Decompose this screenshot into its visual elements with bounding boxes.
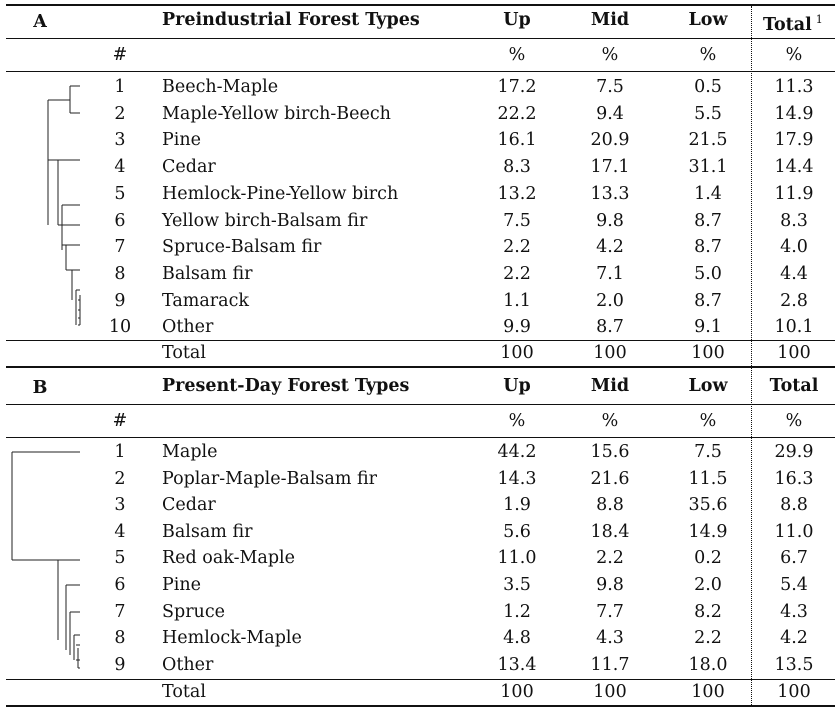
forest-type-name: Spruce <box>162 601 225 622</box>
cell-up: 14.3 <box>497 468 537 489</box>
forest-type-name: Hemlock-Pine-Yellow birch <box>162 183 399 204</box>
total-up: 100 <box>500 682 534 702</box>
row-number: 5 <box>114 183 126 204</box>
table-title: Present-Day Forest Types <box>162 376 410 396</box>
column-header-total: Total $^1$ <box>763 13 823 35</box>
row-number: 8 <box>114 628 126 649</box>
total-mid: 100 <box>593 343 627 363</box>
unit-number-sign: # <box>112 411 128 431</box>
cell-total: 11.3 <box>774 77 814 97</box>
cell-up: 44.2 <box>497 442 537 462</box>
cluster-dendrogram <box>0 0 100 708</box>
forest-type-name: Maple <box>162 442 218 462</box>
unit-number-sign: # <box>112 45 128 65</box>
table-rule <box>6 437 835 438</box>
cell-mid: 8.7 <box>596 317 624 338</box>
cell-mid: 11.7 <box>590 654 630 675</box>
forest-type-name: Tamarack <box>162 290 249 311</box>
cell-low: 0.2 <box>694 548 722 569</box>
total-row-label: Total <box>162 343 206 363</box>
forest-type-name: Yellow birch-Balsam fir <box>162 210 368 231</box>
cell-total: 13.5 <box>774 654 814 675</box>
row-number: 1 <box>114 442 126 462</box>
table-rule <box>6 340 835 341</box>
row-number: 10 <box>108 317 132 338</box>
row-number: 7 <box>114 601 126 622</box>
unit-mid: % <box>601 411 619 431</box>
forest-type-name: Red oak-Maple <box>162 548 295 569</box>
cell-mid: 13.3 <box>590 183 630 204</box>
table-rule <box>6 679 835 680</box>
cell-up: 1.2 <box>503 601 531 622</box>
total-column-divider <box>751 6 752 366</box>
cell-low: 31.1 <box>688 157 728 178</box>
cell-up: 13.2 <box>497 183 537 204</box>
unit-mid: % <box>601 45 619 65</box>
total-total: 100 <box>777 343 811 363</box>
cell-up: 1.1 <box>503 290 531 311</box>
column-header-low: Low <box>688 376 728 396</box>
cell-low: 18.0 <box>688 654 728 675</box>
row-number: 2 <box>114 103 126 124</box>
forest-type-name: Balsam fir <box>162 521 253 542</box>
table-title: Preindustrial Forest Types <box>162 10 420 30</box>
forest-type-name: Cedar <box>162 157 216 178</box>
cell-low: 9.1 <box>694 317 722 338</box>
forest-type-name: Spruce-Balsam fir <box>162 237 322 258</box>
cell-low: 8.7 <box>694 210 722 231</box>
column-header-mid: Mid <box>590 10 630 30</box>
total-low: 100 <box>691 682 725 702</box>
forest-type-name: Balsam fir <box>162 263 253 284</box>
cell-low: 2.2 <box>694 628 722 649</box>
cell-low: 8.7 <box>694 237 722 258</box>
cell-total: 4.3 <box>780 601 808 622</box>
dendrogram-branch <box>74 635 80 660</box>
cell-total: 16.3 <box>774 468 814 489</box>
cell-total: 11.0 <box>774 521 814 542</box>
unit-low: % <box>699 45 717 65</box>
cell-up: 2.2 <box>503 263 531 284</box>
cell-up: 8.3 <box>503 157 531 178</box>
cell-mid: 7.5 <box>596 77 624 97</box>
forest-type-name: Other <box>162 654 214 675</box>
cell-mid: 2.2 <box>596 548 624 569</box>
cell-mid: 9.4 <box>596 103 624 124</box>
cell-low: 8.7 <box>694 290 722 311</box>
table-rule <box>6 38 835 39</box>
table-rule <box>6 71 835 72</box>
total-mid: 100 <box>593 682 627 702</box>
cell-up: 7.5 <box>503 210 531 231</box>
unit-up: % <box>508 45 526 65</box>
cell-low: 11.5 <box>688 468 728 489</box>
cell-low: 0.5 <box>694 77 722 97</box>
column-header-low: Low <box>688 10 728 30</box>
table-rule <box>6 4 835 6</box>
column-header-up: Up <box>503 10 531 30</box>
total-column-divider <box>751 368 752 705</box>
total-row-label: Total <box>162 682 206 702</box>
cell-total: 4.4 <box>780 263 808 284</box>
column-header-total: Total <box>769 376 819 396</box>
row-number: 6 <box>114 210 126 231</box>
cell-mid: 7.7 <box>596 601 624 622</box>
forest-type-name: Poplar-Maple-Balsam fir <box>162 468 378 489</box>
row-number: 1 <box>114 77 126 97</box>
cell-up: 22.2 <box>497 103 537 124</box>
row-number: 7 <box>114 237 126 258</box>
cell-up: 5.6 <box>503 521 531 542</box>
forest-type-name: Pine <box>162 575 201 595</box>
cell-mid: 18.4 <box>590 521 630 542</box>
cell-mid: 8.8 <box>596 495 624 516</box>
unit-low: % <box>699 411 717 431</box>
cell-mid: 20.9 <box>590 130 630 151</box>
total-up: 100 <box>500 343 534 363</box>
row-number: 9 <box>114 654 126 675</box>
unit-up: % <box>508 411 526 431</box>
cell-low: 7.5 <box>694 442 722 462</box>
cell-up: 11.0 <box>497 548 537 569</box>
cell-total: 14.4 <box>774 157 814 178</box>
footnote-marker: 1 <box>815 13 823 26</box>
cell-up: 2.2 <box>503 237 531 258</box>
cell-mid: 9.8 <box>596 575 624 595</box>
dendrogram-branch <box>78 648 80 668</box>
cell-mid: 9.8 <box>596 210 624 231</box>
cell-up: 17.2 <box>497 77 537 97</box>
forest-type-name: Hemlock-Maple <box>162 628 302 649</box>
cell-mid: 4.3 <box>596 628 624 649</box>
table-rule <box>6 705 835 707</box>
cell-total: 14.9 <box>774 103 814 124</box>
cell-total: 4.2 <box>780 628 808 649</box>
cell-total: 11.9 <box>774 183 814 204</box>
cell-up: 3.5 <box>503 575 531 595</box>
cell-low: 35.6 <box>688 495 728 516</box>
cell-mid: 4.2 <box>596 237 624 258</box>
cell-low: 8.2 <box>694 601 722 622</box>
row-number: 5 <box>114 548 126 569</box>
cell-total: 4.0 <box>780 237 808 258</box>
cell-total: 8.8 <box>780 495 808 516</box>
cell-mid: 17.1 <box>590 157 630 178</box>
cell-low: 1.4 <box>694 183 722 204</box>
cell-up: 16.1 <box>497 130 537 151</box>
cell-total: 29.9 <box>774 442 814 462</box>
cell-up: 4.8 <box>503 628 531 649</box>
cell-mid: 2.0 <box>596 290 624 311</box>
row-number: 4 <box>114 521 126 542</box>
unit-total: % <box>785 45 803 65</box>
cell-up: 1.9 <box>503 495 531 516</box>
row-number: 6 <box>114 575 126 595</box>
table-rule <box>6 366 835 368</box>
cell-total: 8.3 <box>780 210 808 231</box>
cell-up: 9.9 <box>503 317 531 338</box>
panel-label: A <box>33 12 47 32</box>
panel-label: B <box>32 378 48 398</box>
column-header-mid: Mid <box>590 376 630 396</box>
cell-mid: 15.6 <box>590 442 630 462</box>
cell-total: 6.7 <box>780 548 808 569</box>
forest-type-name: Beech-Maple <box>162 77 279 97</box>
forest-type-name: Other <box>162 317 214 338</box>
cell-total: 17.9 <box>774 130 814 151</box>
row-number: 4 <box>114 157 126 178</box>
forest-type-name: Maple-Yellow birch-Beech <box>162 103 391 124</box>
forest-type-name: Cedar <box>162 495 216 516</box>
total-total: 100 <box>777 682 811 702</box>
dendrogram-branch <box>66 585 80 650</box>
table-rule <box>6 404 835 405</box>
column-header-up: Up <box>503 376 531 396</box>
cell-low: 5.0 <box>694 263 722 284</box>
cell-mid: 7.1 <box>596 263 624 284</box>
cell-low: 2.0 <box>694 575 722 595</box>
cell-total: 10.1 <box>774 317 814 338</box>
cell-total: 2.8 <box>780 290 808 311</box>
total-low: 100 <box>691 343 725 363</box>
row-number: 2 <box>114 468 126 489</box>
unit-total: % <box>785 411 803 431</box>
forest-type-name: Pine <box>162 130 201 151</box>
row-number: 8 <box>114 263 126 284</box>
cell-low: 5.5 <box>694 103 722 124</box>
cell-low: 21.5 <box>688 130 728 151</box>
cell-mid: 21.6 <box>590 468 630 489</box>
row-number: 9 <box>114 290 126 311</box>
cell-low: 14.9 <box>688 521 728 542</box>
cell-total: 5.4 <box>780 575 808 595</box>
cell-up: 13.4 <box>497 654 537 675</box>
row-number: 3 <box>114 495 126 516</box>
row-number: 3 <box>114 130 126 151</box>
